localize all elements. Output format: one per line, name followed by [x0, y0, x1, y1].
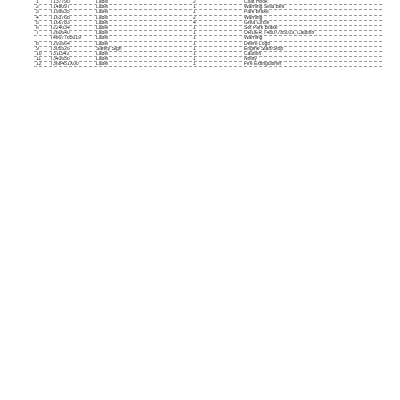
- part-number: T224034: [50, 25, 70, 31]
- part-remarks: Warning Seat Belt: [244, 5, 285, 11]
- parts-list-table: [34, 0, 382, 67]
- part-quantity: 1: [193, 31, 196, 37]
- part-remarks: Engine Start/Stop: [244, 46, 284, 52]
- part-number: T4807785019: [50, 36, 81, 42]
- part-description: Label: [96, 10, 109, 16]
- part-number: T163768: [50, 15, 70, 21]
- part-quantity: 1: [193, 41, 196, 47]
- part-quantity: 1: [193, 5, 196, 11]
- part-quantity: 1: [193, 25, 196, 31]
- item-number: 3: [36, 10, 39, 16]
- part-description: Label: [96, 20, 109, 26]
- part-remarks: Coat Hook: [244, 0, 268, 5]
- part-description: Label: [96, 0, 109, 5]
- part-quantity: 1: [193, 62, 196, 68]
- item-number: 9: [36, 46, 39, 52]
- part-quantity: 2: [193, 15, 196, 21]
- part-quantity: 4: [193, 20, 196, 26]
- item-number: 6: [36, 25, 39, 31]
- part-number: T199635: [50, 10, 70, 16]
- item-number: 12: [36, 62, 42, 68]
- part-remarks: Fire Extinguisher: [244, 62, 282, 68]
- part-description: Label: [96, 25, 109, 31]
- part-remarks: Deere Logo: [244, 41, 271, 47]
- part-quantity: 1: [193, 57, 196, 63]
- part-description: Label: [96, 36, 109, 42]
- part-remarks: Warning: [244, 15, 263, 21]
- item-number: 1: [36, 0, 39, 5]
- part-description: Safety Sign: [96, 46, 122, 52]
- item-number: 2: [36, 5, 39, 11]
- part-number: T260640: [50, 31, 70, 37]
- table-row: [34, 62, 382, 67]
- part-description: Label: [96, 62, 109, 68]
- part-quantity: 1: [193, 36, 196, 42]
- part-remarks: Warning: [244, 36, 263, 42]
- part-description: Label: [96, 5, 109, 11]
- part-quantity: 2: [193, 0, 196, 5]
- item-number: 8: [36, 41, 39, 47]
- part-description: Label: [96, 51, 109, 57]
- part-remarks: Notify: [244, 57, 257, 63]
- part-number: T368451X00: [50, 62, 79, 68]
- part-number: T166783: [50, 20, 70, 26]
- part-remarks: Caution: [244, 51, 262, 57]
- part-remarks: Park Brake: [244, 10, 269, 16]
- part-number: T137790: [50, 0, 70, 5]
- part-quantity: 1: [193, 46, 196, 52]
- item-number: 5: [36, 20, 39, 26]
- part-quantity: 1: [193, 51, 196, 57]
- row-divider: [34, 66, 382, 67]
- part-number: T311942: [50, 51, 70, 57]
- part-description: Label: [96, 41, 109, 47]
- part-remarks: Grea Circle: [244, 20, 270, 26]
- item-number: 4: [36, 15, 39, 21]
- part-remarks: ORDER T4807785019, Caution: [244, 31, 315, 37]
- part-number: T343656: [50, 57, 70, 63]
- part-number: T291664: [50, 41, 70, 47]
- part-description: Label: [96, 15, 109, 21]
- part-number: T148097: [50, 5, 70, 11]
- part-description: Label: [96, 31, 109, 37]
- item-number: 7: [36, 31, 39, 37]
- part-number: T305526: [50, 46, 70, 52]
- part-remarks: Set Park Brake: [244, 25, 278, 31]
- item-number: 10: [36, 51, 42, 57]
- item-number: 11: [36, 57, 42, 63]
- part-description: Label: [96, 57, 109, 63]
- part-quantity: 1: [193, 10, 196, 16]
